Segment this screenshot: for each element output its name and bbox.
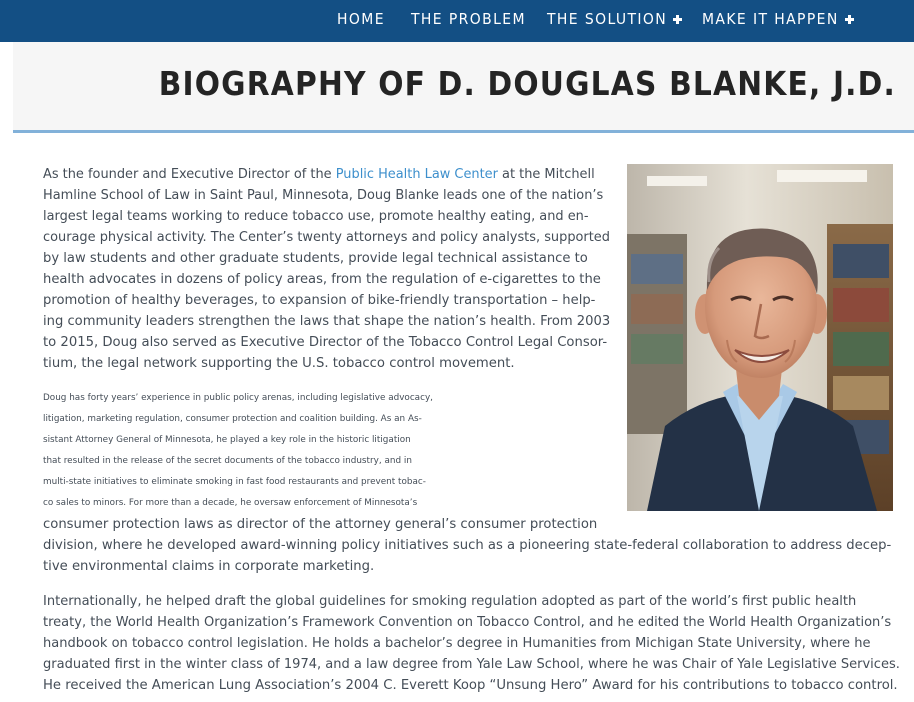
bio-line: litigation, marketing regulation, consumer protection and coalition building. As an As- [43, 414, 422, 424]
plus-icon [673, 15, 682, 24]
bio-line-text: As the founder and Executive Director of the [43, 167, 336, 182]
bio-line [43, 164, 610, 185]
nav-home-link[interactable] [337, 9, 385, 29]
bio-line: co sales to minors. For more than a decade, he oversaw enforcement of Minnesota’s [43, 498, 418, 508]
bio-line-text: at the Mitchell [497, 167, 595, 182]
title-band [13, 42, 914, 133]
bio-line: health advocates in dozens of policy areas, from the regulation of e-cigarettes to the [43, 272, 601, 287]
bio-paragraph-2 [43, 388, 891, 577]
bio-line: promotion of healthy beverages, to expansion of bike-friendly transportation – help- [43, 293, 596, 308]
bio-line: handbook on tobacco control legislation. He holds a bachelor’s degree in Humanities from Michigan State University, where he [43, 636, 871, 651]
nav-make-menu[interactable] [702, 9, 854, 29]
bio-line: ing community leaders strengthen the laws that shape the nation’s health. From 2003 [43, 314, 611, 329]
bio-line: graduated first in the winter class of 1974, and a law degree from Yale Law School, where he was Chair of Yale Legislative Services. [43, 657, 900, 672]
bio-line: Doug has forty years’ experience in public policy arenas, including legislative advocacy, [43, 393, 433, 403]
bio-line: by law students and other graduate students, provide legal technical assistance to [43, 251, 588, 266]
bio-line: courage physical activity. The Center’s twenty attorneys and policy analysts, supported [43, 230, 610, 245]
bio-line: Hamline School of Law in Saint Paul, Minnesota, Doug Blanke leads one of the nation’s [43, 188, 604, 203]
bio-line: consumer protection laws as director of the attorney general’s consumer protection [43, 517, 598, 532]
top-nav [0, 0, 914, 42]
nav-problem-link[interactable] [411, 9, 526, 29]
bio-line: to 2015, Doug also served as Executive Director of the Tobacco Control Legal Consor- [43, 335, 608, 350]
bio-paragraph-1 [43, 164, 610, 374]
bio-line: sistant Attorney General of Minnesota, he played a key role in the historic litigation [43, 435, 411, 445]
bio-line: treaty, the World Health Organization’s Framework Convention on Tobacco Control, and he edited the World Health Organization’s [43, 615, 892, 630]
bio-line: that resulted in the release of the secret documents of the tobacco industry, and in [43, 456, 412, 466]
bio-line: tive environmental claims in corporate marketing. [43, 559, 375, 574]
page-title: BIOGRAPHY OF D. DOUGLAS BLANKE, J.D. [158, 64, 896, 103]
bio-line: largest legal teams working to reduce tobacco use, promote healthy eating, and en- [43, 209, 589, 224]
bio-line: Internationally, he helped draft the global guidelines for smoking regulation adopted as part of the world’s first public health [43, 594, 857, 609]
nav-make-label: MAKE IT HAPPEN [702, 10, 839, 28]
nav-solution-menu[interactable] [547, 9, 682, 29]
bio-line: division, where he developed award-winning policy initiatives such as a pioneering state-federal collaboration to address decep- [43, 538, 892, 553]
public-health-law-center-link[interactable]: Public Health Law Center [335, 167, 498, 182]
nav-problem-label: THE PROBLEM [411, 10, 526, 28]
bio-paragraph-3 [43, 591, 900, 696]
bio-line: multi-state initiatives to eliminate smoking in fast food restaurants and prevent tobac- [43, 477, 426, 487]
nav-solution-label: THE SOLUTION [547, 10, 668, 28]
bio-line: He received the American Lung Association’s 2004 C. Everett Koop “Unsung Hero” Award for his contributions to tobacco control. [43, 678, 898, 693]
bio-line: tium, the legal network supporting the U.S. tobacco control movement. [43, 356, 515, 371]
nav-home-label: HOME [337, 10, 385, 28]
plus-icon [845, 15, 854, 24]
